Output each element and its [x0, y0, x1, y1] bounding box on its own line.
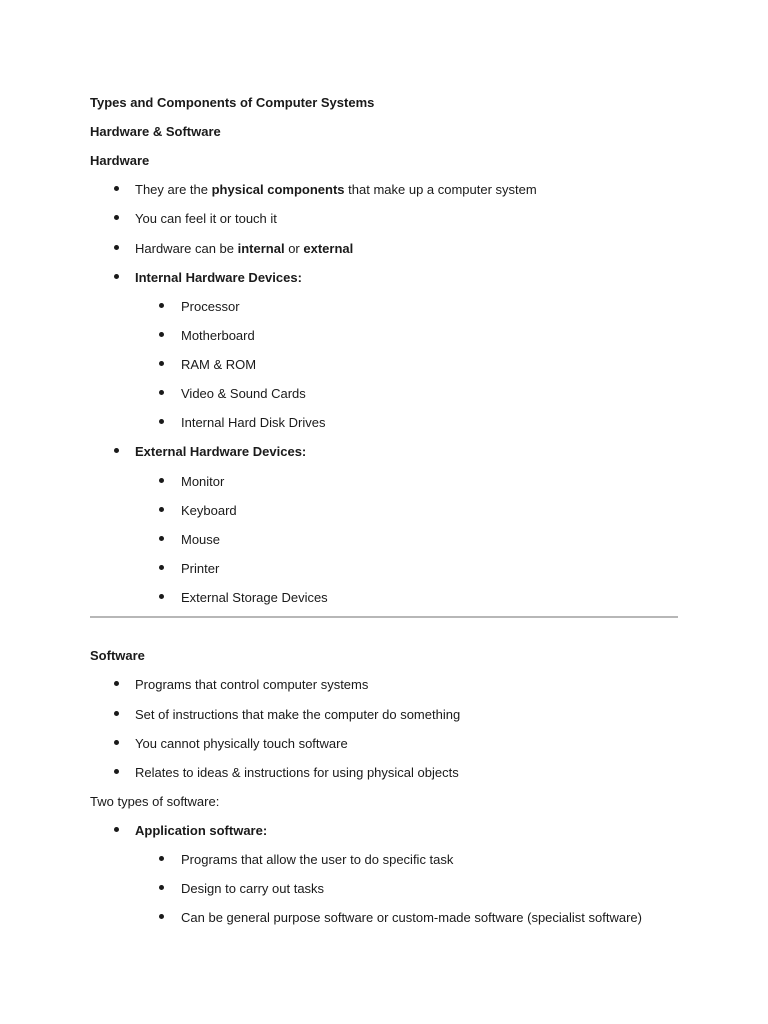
hardware-point-internal-external: [135, 242, 353, 255]
bullet-icon: [114, 681, 119, 686]
bullet-icon: [114, 215, 119, 220]
bullet-icon: [159, 914, 164, 919]
internal-device-item: Motherboard: [181, 328, 255, 343]
hardware-point-text: Hardware can be: [135, 241, 238, 256]
document-subtitle: Hardware & Software: [90, 124, 221, 139]
bullet-icon: [159, 390, 164, 395]
bullet-icon: [114, 274, 119, 279]
document-title: Types and Components of Computer Systems: [90, 95, 375, 110]
bullet-icon: [114, 827, 119, 832]
software-heading: Software: [90, 648, 145, 663]
internal-device-item: Video & Sound Cards: [181, 386, 306, 401]
software-point: Relates to ideas & instructions for using physical objects: [135, 765, 459, 780]
internal-device-item: RAM & ROM: [181, 357, 257, 372]
internal-devices-heading: Internal Hardware Devices:: [135, 270, 302, 285]
bullet-icon: [114, 740, 119, 745]
software-point: You cannot physically touch software: [135, 736, 348, 751]
external-device-item: Monitor: [181, 474, 225, 489]
bullet-icon: [159, 332, 164, 337]
external-devices-heading: External Hardware Devices:: [135, 444, 307, 459]
application-software-heading: Application software:: [135, 823, 268, 838]
bullet-icon: [159, 361, 164, 366]
bullet-icon: [114, 448, 119, 453]
bullet-icon: [159, 565, 164, 570]
hardware-point-emphasis: internal: [237, 241, 285, 256]
application-software-item: Design to carry out tasks: [181, 881, 325, 896]
application-software-item: Can be general purpose software or custom-made software (specialist software): [181, 910, 642, 925]
bullet-icon: [159, 303, 164, 308]
section-divider: [90, 616, 678, 618]
hardware-point-emphasis: physical components: [211, 182, 345, 197]
bullet-icon: [114, 711, 119, 716]
software-types-intro: Two types of software:: [90, 794, 220, 809]
hardware-point-touch: You can feel it or touch it: [135, 211, 277, 226]
bullet-icon: [159, 507, 164, 512]
hardware-point-text: that make up a computer system: [344, 182, 537, 197]
software-point: Programs that control computer systems: [135, 677, 369, 692]
bullet-icon: [114, 186, 119, 191]
external-device-item: Printer: [181, 561, 220, 576]
internal-device-item: Internal Hard Disk Drives: [181, 415, 326, 430]
bullet-icon: [159, 856, 164, 861]
bullet-icon: [159, 419, 164, 424]
external-device-item: Keyboard: [181, 503, 237, 518]
hardware-point-emphasis: external: [303, 241, 354, 256]
hardware-point-text: or: [284, 241, 304, 256]
internal-device-item: Processor: [181, 299, 240, 314]
software-point: Set of instructions that make the computer do something: [135, 707, 461, 722]
hardware-heading: Hardware: [90, 153, 150, 168]
external-device-item: External Storage Devices: [181, 590, 328, 605]
bullet-icon: [159, 885, 164, 890]
bullet-icon: [114, 245, 119, 250]
bullet-icon: [159, 536, 164, 541]
application-software-item: Programs that allow the user to do specific task: [181, 852, 454, 867]
bullet-icon: [114, 769, 119, 774]
bullet-icon: [159, 478, 164, 483]
hardware-point-physical: [135, 183, 537, 196]
hardware-point-text: They are the: [135, 182, 212, 197]
bullet-icon: [159, 594, 164, 599]
external-device-item: Mouse: [181, 532, 221, 547]
